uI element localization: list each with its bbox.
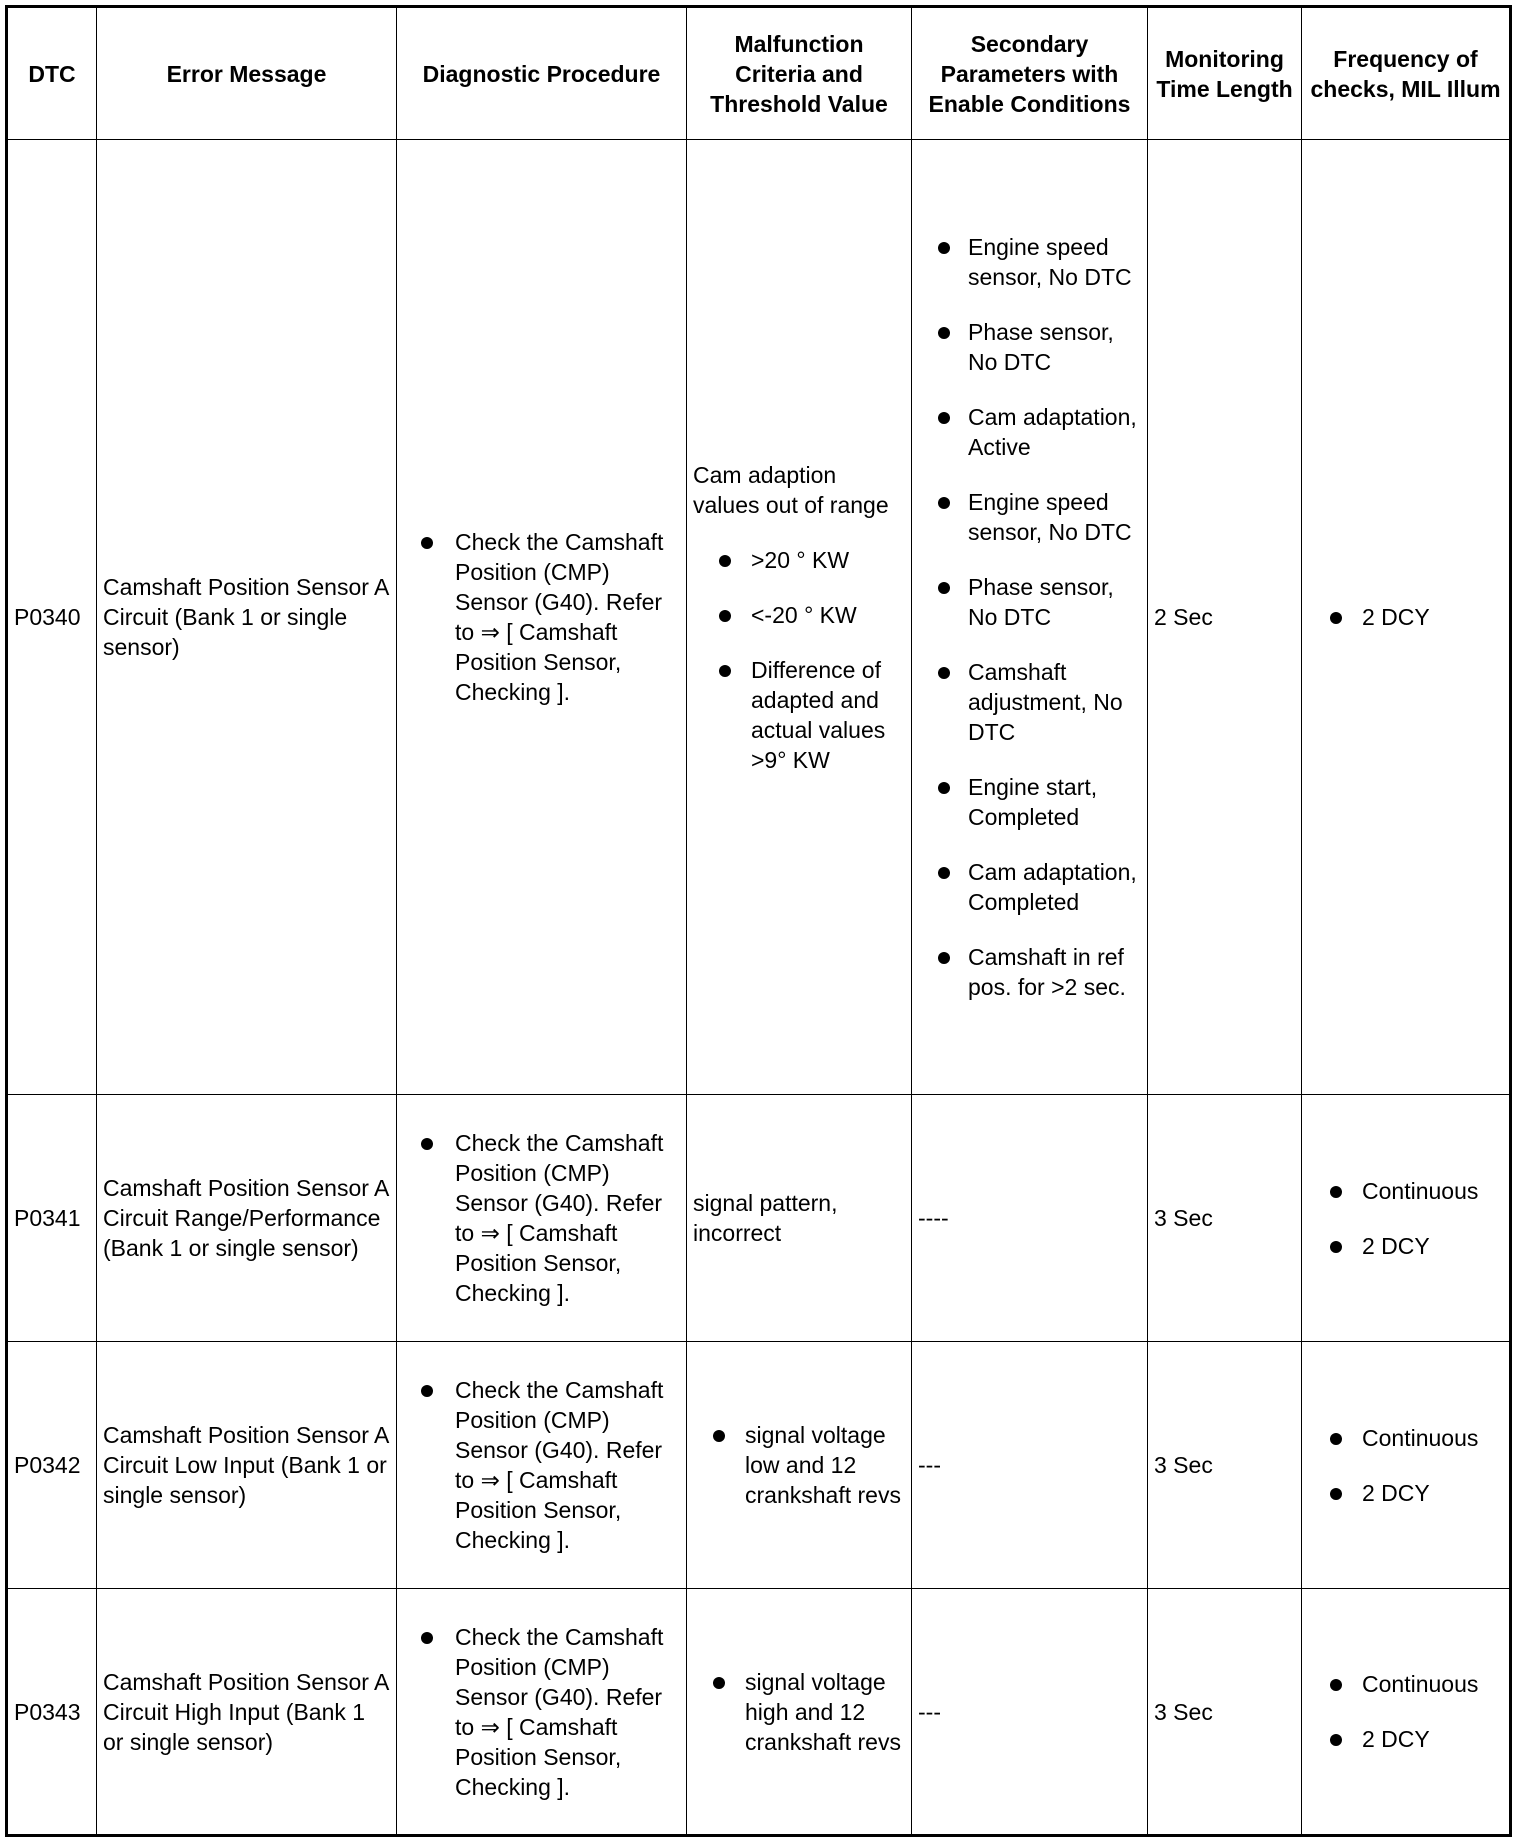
- list-item: Continuous: [1308, 1669, 1503, 1699]
- secondary-parameters-cell: [912, 140, 1148, 1095]
- criteria-list: [693, 1667, 905, 1757]
- monitoring-time-cell: [1148, 140, 1302, 1095]
- diagnostic-procedure-list: [403, 1375, 680, 1555]
- header-diagnostic-procedure: Diagnostic Procedure: [397, 7, 687, 140]
- error-message-cell: [97, 1589, 397, 1836]
- malfunction-criteria-cell: [687, 1095, 912, 1342]
- frequency-list: [1308, 602, 1503, 632]
- frequency-cell: [1302, 1095, 1511, 1342]
- diagnostic-procedure-cell: [397, 140, 687, 1095]
- error-message-cell: [97, 1095, 397, 1342]
- list-item: signal voltage high and 12 crankshaft revs: [693, 1667, 905, 1757]
- error-message: Camshaft Position Sensor A Circuit Low Input (Bank 1 or single sensor): [103, 1422, 389, 1508]
- monitoring-time-cell: [1148, 1589, 1302, 1836]
- criteria-text: Cam adaption values out of range: [693, 461, 889, 518]
- header-secondary-parameters: Secondary Parameters with Enable Conditions: [912, 7, 1148, 140]
- secondary-text: ---: [918, 1452, 941, 1478]
- list-item: 2 DCY: [1308, 602, 1503, 632]
- list-item: Engine speed sensor, No DTC: [918, 487, 1141, 547]
- diagnostic-procedure-cell: [397, 1095, 687, 1342]
- dtc-code: P0340: [14, 604, 81, 630]
- dtc-code-cell: [7, 1589, 97, 1836]
- list-item: 2 DCY: [1308, 1478, 1503, 1508]
- error-message-cell: [97, 1342, 397, 1589]
- list-item: Cam adaptation, Active: [918, 402, 1141, 462]
- error-message: Camshaft Position Sensor A Circuit (Bank 1 or single sensor): [103, 574, 389, 660]
- diagnostic-procedure-cell: [397, 1589, 687, 1836]
- header-frequency: Frequency of checks, MIL Illum: [1302, 7, 1511, 140]
- secondary-parameters-cell: [912, 1589, 1148, 1836]
- list-item: Check the Camshaft Position (CMP) Sensor (G40). Refer to ⇒ [ Camshaft Position Sensor, Checking ].: [403, 1128, 680, 1308]
- list-item: Continuous: [1308, 1176, 1503, 1206]
- secondary-parameters-cell: [912, 1342, 1148, 1589]
- table-row: [7, 1095, 1511, 1342]
- monitoring-time: 2 Sec: [1154, 604, 1213, 630]
- header-dtc: DTC: [7, 7, 97, 140]
- error-message: Camshaft Position Sensor A Circuit Range/Performance (Bank 1 or single sensor): [103, 1175, 389, 1261]
- list-item: 2 DCY: [1308, 1724, 1503, 1754]
- list-item: Phase sensor, No DTC: [918, 317, 1141, 377]
- frequency-list: [1308, 1669, 1503, 1754]
- list-item: Camshaft in ref pos. for >2 sec.: [918, 942, 1141, 1002]
- dtc-code: P0342: [14, 1452, 81, 1478]
- table-row: [7, 1589, 1511, 1836]
- header-monitoring-time: Monitoring Time Length: [1148, 7, 1302, 140]
- monitoring-time: 3 Sec: [1154, 1452, 1213, 1478]
- criteria-list: [699, 545, 905, 775]
- table-body: [7, 140, 1511, 1836]
- frequency-list: [1308, 1176, 1503, 1261]
- table-row: [7, 140, 1511, 1095]
- monitoring-time: 3 Sec: [1154, 1698, 1213, 1725]
- monitoring-time-cell: [1148, 1095, 1302, 1342]
- frequency-cell: [1302, 140, 1511, 1095]
- dtc-code: P0341: [14, 1205, 81, 1231]
- list-item: Cam adaptation, Completed: [918, 857, 1141, 917]
- diagnostic-procedure-list: [403, 1622, 680, 1802]
- list-item: Check the Camshaft Position (CMP) Sensor (G40). Refer to ⇒ [ Camshaft Position Sensor, Checking ].: [403, 1375, 680, 1555]
- list-item: Continuous: [1308, 1423, 1503, 1453]
- dtc-code-cell: [7, 140, 97, 1095]
- header-error-message: Error Message: [97, 7, 397, 140]
- diagnostic-procedure-list: [403, 1128, 680, 1308]
- list-item: Check the Camshaft Position (CMP) Sensor (G40). Refer to ⇒ [ Camshaft Position Sensor, Checking ].: [403, 527, 680, 707]
- table-row: [7, 1342, 1511, 1589]
- list-item: <-20 ° KW: [699, 600, 905, 630]
- secondary-parameters-cell: [912, 1095, 1148, 1342]
- secondary-text: ---: [918, 1698, 941, 1725]
- list-item: 2 DCY: [1308, 1231, 1503, 1261]
- secondary-list: [918, 232, 1141, 1002]
- dtc-code-cell: [7, 1342, 97, 1589]
- list-item: Phase sensor, No DTC: [918, 572, 1141, 632]
- list-item: Engine start, Completed: [918, 772, 1141, 832]
- frequency-cell: [1302, 1589, 1511, 1836]
- header-malfunction-criteria: Malfunction Criteria and Threshold Value: [687, 7, 912, 140]
- diagnostic-procedure-cell: [397, 1342, 687, 1589]
- header-row: [7, 7, 1511, 140]
- list-item: >20 ° KW: [699, 545, 905, 575]
- frequency-list: [1308, 1423, 1503, 1508]
- secondary-text: ----: [918, 1205, 949, 1231]
- list-item: Camshaft adjustment, No DTC: [918, 657, 1141, 747]
- malfunction-criteria-cell: [687, 1589, 912, 1836]
- list-item: Engine speed sensor, No DTC: [918, 232, 1141, 292]
- monitoring-time: 3 Sec: [1154, 1205, 1213, 1231]
- criteria-list: [693, 1420, 905, 1510]
- monitoring-time-cell: [1148, 1342, 1302, 1589]
- diagnostic-procedure-list: [403, 527, 680, 707]
- malfunction-criteria-cell: [687, 140, 912, 1095]
- list-item: Difference of adapted and actual values >9° KW: [699, 655, 905, 775]
- dtc-code-cell: [7, 1095, 97, 1342]
- list-item: signal voltage low and 12 crankshaft revs: [693, 1420, 905, 1510]
- error-message-cell: [97, 140, 397, 1095]
- dtc-table: [5, 5, 1512, 1837]
- criteria-text: signal pattern, incorrect: [693, 1190, 838, 1246]
- list-item: Check the Camshaft Position (CMP) Sensor (G40). Refer to ⇒ [ Camshaft Position Sensor, Checking ].: [403, 1622, 680, 1802]
- dtc-code: P0343: [14, 1698, 81, 1725]
- frequency-cell: [1302, 1342, 1511, 1589]
- malfunction-criteria-cell: [687, 1342, 912, 1589]
- error-message: Camshaft Position Sensor A Circuit High Input (Bank 1 or single sensor): [103, 1668, 389, 1755]
